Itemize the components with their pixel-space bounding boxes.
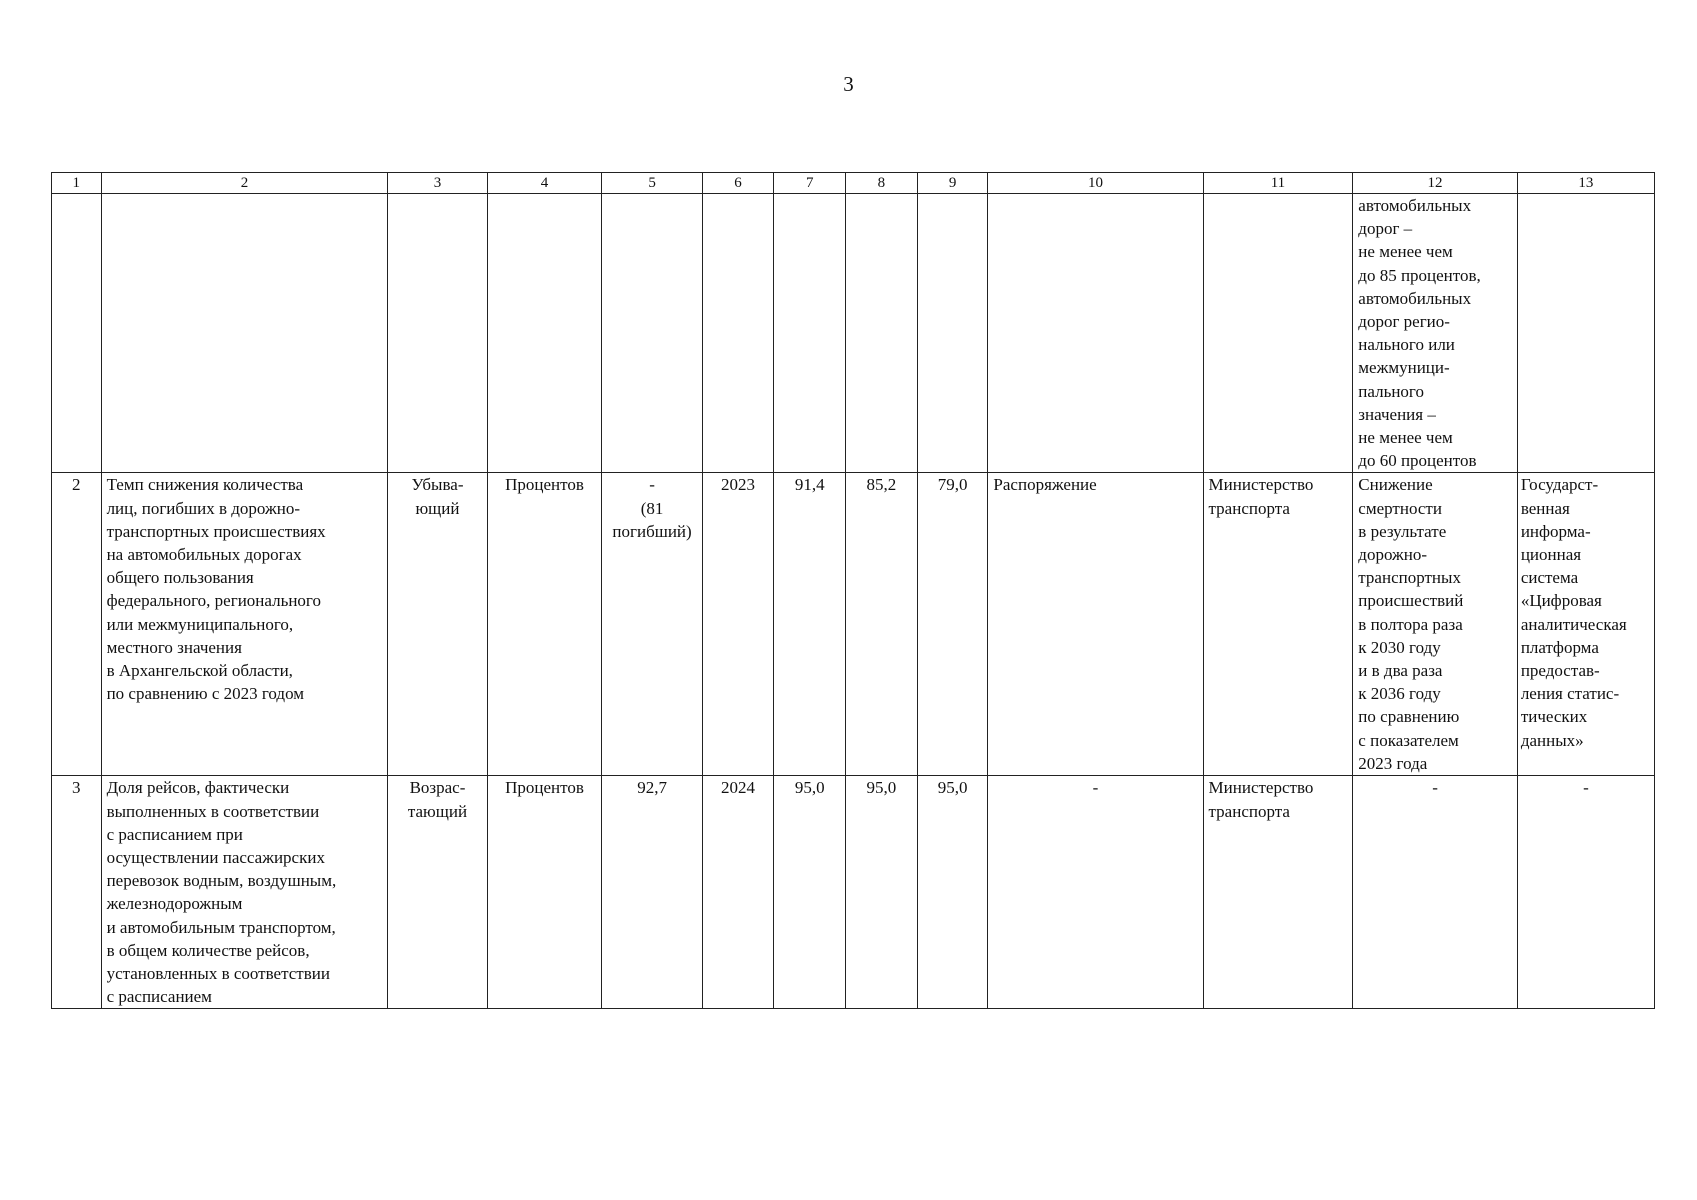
unit-cell: Процентов xyxy=(487,776,602,1009)
column-header: 3 xyxy=(388,173,487,194)
document-cell: - xyxy=(988,776,1203,1009)
empty-cell xyxy=(846,194,918,473)
trend-cell: Возрас- тающий xyxy=(388,776,487,1009)
empty-cell xyxy=(487,194,602,473)
empty-cell xyxy=(602,194,702,473)
empty-cell xyxy=(702,194,774,473)
responsible-cell: Министерство транспорта xyxy=(1203,776,1353,1009)
goal-cell: Снижение смертности в результате дорожно- транспортных происшествий в полтора раза к 2030 году и в два раза к 2036 году по сравнению с показателем 2023 года xyxy=(1353,473,1518,776)
table-row xyxy=(52,473,1655,776)
column-number-row xyxy=(52,173,1655,194)
unit-cell: Процентов xyxy=(487,473,602,776)
indicators-table xyxy=(51,172,1655,1009)
empty-cell xyxy=(101,194,388,473)
document-cell: Распоряжение xyxy=(988,473,1203,776)
column-header: 8 xyxy=(846,173,918,194)
empty-cell xyxy=(52,194,102,473)
column-header: 12 xyxy=(1353,173,1518,194)
table-row xyxy=(52,776,1655,1009)
empty-cell xyxy=(1517,194,1654,473)
indicator-name-cell: Доля рейсов, фактически выполненных в соответствии с расписанием при осуществлении пассажирских перевозок водным, воздушным, железнодорожным и автомобильным транспортом, в общем количестве рейсов, установленных в соответствии с расписанием xyxy=(101,776,388,1009)
goal-cell: - xyxy=(1353,776,1518,1009)
column-header: 9 xyxy=(917,173,988,194)
column-header: 5 xyxy=(602,173,702,194)
value-cell: 95,0 xyxy=(774,776,846,1009)
value-cell: 95,0 xyxy=(917,776,988,1009)
column-header: 13 xyxy=(1517,173,1654,194)
column-header: 11 xyxy=(1203,173,1353,194)
column-header: 1 xyxy=(52,173,102,194)
row-number-cell: 3 xyxy=(52,776,102,1009)
info-system-cell: Государст- венная информа- ционная система «Цифровая аналитическая платформа предостав- ления статис- тических данных» xyxy=(1517,473,1654,776)
base-year-cell: 2023 xyxy=(702,473,774,776)
info-system-cell: - xyxy=(1517,776,1654,1009)
responsible-cell: Министерство транспорта xyxy=(1203,473,1353,776)
indicator-name-cell: Темп снижения количества лиц, погибших в дорожно- транспортных происшествиях на автомобильных дорогах общего пользования федерального, регионального или межмуниципального, местного значения в Архангельской области, по сравнению с 2023 годом xyxy=(101,473,388,776)
base-value-cell: - (81 погибший) xyxy=(602,473,702,776)
empty-cell xyxy=(1203,194,1353,473)
value-cell: 95,0 xyxy=(846,776,918,1009)
base-year-cell: 2024 xyxy=(702,776,774,1009)
column-header: 7 xyxy=(774,173,846,194)
empty-cell xyxy=(917,194,988,473)
goal-cell: автомобильных дорог – не менее чем до 85 процентов, автомобильных дорог регио- нального или межмуници- пального значения – не менее чем до 60 процентов xyxy=(1353,194,1518,473)
column-header: 4 xyxy=(487,173,602,194)
column-header: 2 xyxy=(101,173,388,194)
page-number: 3 xyxy=(843,72,854,96)
row-number-cell: 2 xyxy=(52,473,102,776)
empty-cell xyxy=(988,194,1203,473)
trend-cell: Убыва- ющий xyxy=(388,473,487,776)
value-cell: 79,0 xyxy=(917,473,988,776)
value-cell: 91,4 xyxy=(774,473,846,776)
column-header: 6 xyxy=(702,173,774,194)
empty-cell xyxy=(774,194,846,473)
value-cell: 85,2 xyxy=(846,473,918,776)
table-row-continuation xyxy=(52,194,1655,473)
empty-cell xyxy=(388,194,487,473)
base-value-cell: 92,7 xyxy=(602,776,702,1009)
column-header: 10 xyxy=(988,173,1203,194)
